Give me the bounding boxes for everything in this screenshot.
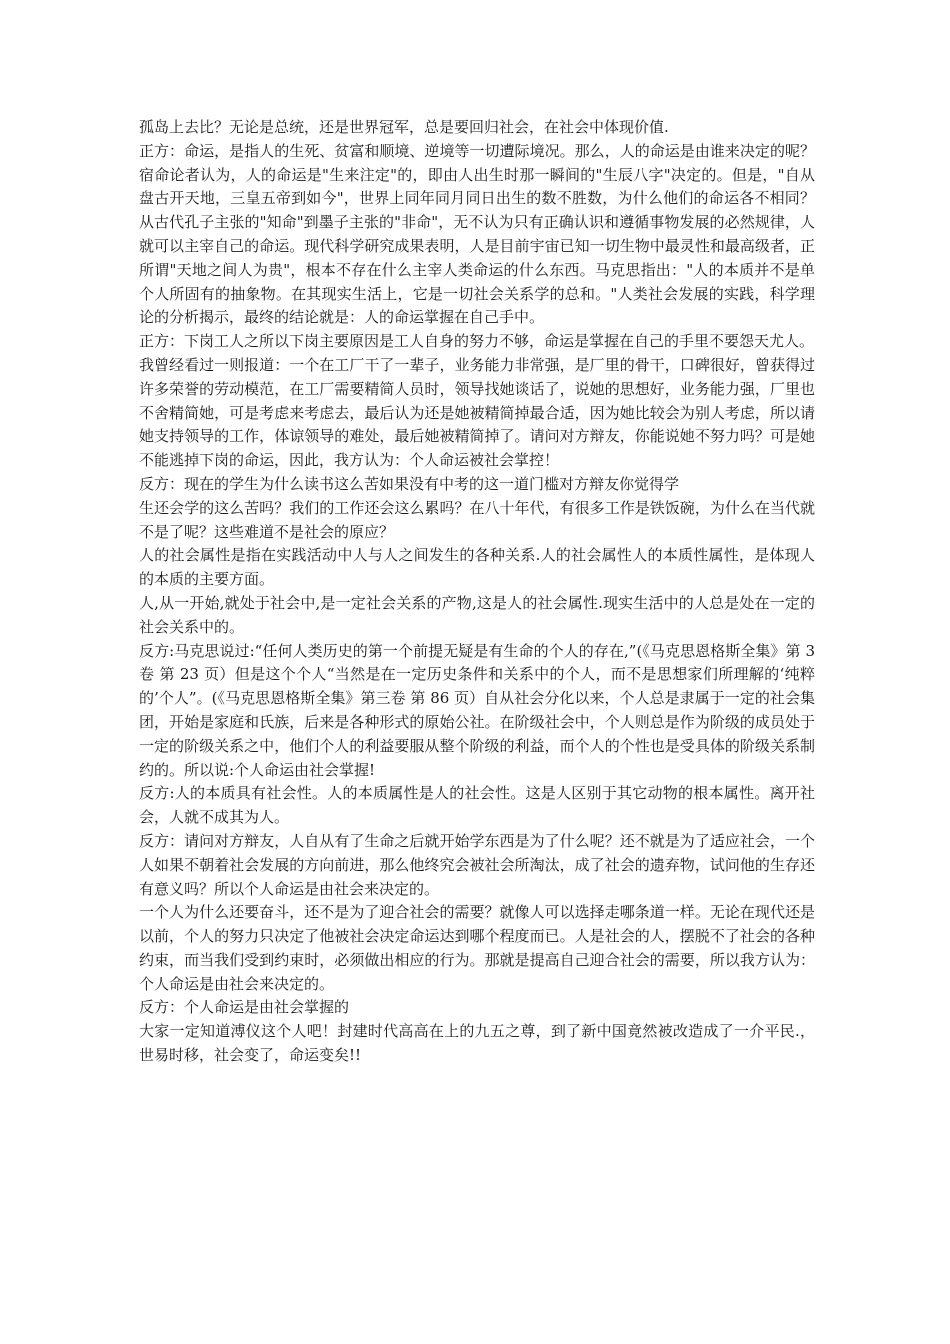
paragraph: 大家一定知道溥仪这个人吧！封建时代高高在上的九五之尊，到了新中国竟然被改造成了一介平民.，世易时移，社会变了，命运变矣!! bbox=[139, 1022, 815, 1065]
paragraph: 反方:马克思说过:“任何人类历史的第一个前提无疑是有生命的个人的存在,”(《马克思恩格斯全集》第 3 卷 第 23 页）但是这个个人“当然是在一定历史条件和关系中的个人，而不是思想家们所理解的‘纯粹的’个人”。(《马克思恩格斯全集》第三卷 第 86 页）自从社会分化以来，个人总是隶属于一定的社会集团，开始是家庭和氏族，后来是各种形式的原始公社。在阶级社会中，个人则总是作为阶级的成员处于一定的阶级关系之中，他们个人的利益要服从整个阶级的利益，而个人的个性也是受具体的阶级关系制约的。所以说:个人命运由社会掌握! bbox=[139, 641, 815, 779]
paragraph: 反方：个人命运是由社会掌握的 bbox=[139, 998, 350, 1017]
paragraph: 反方:人的本质具有社会性。人的本质属性是人的社会性。这是人区别于其它动物的根本属性。离开社会，人就不成其为人。 bbox=[139, 784, 815, 827]
paragraph: 人的社会属性是指在实践活动中人与人之间发生的各种关系.人的社会属性人的本质性属性，是体现人的本质的主要方面。 bbox=[139, 546, 815, 589]
paragraph: 反方：请问对方辩友，人自从有了生命之后就开始学东西是为了什么呢？还不就是为了适应社会，一个人如果不朝着社会发展的方向前进，那么他终究会被社会所淘汰，成了社会的遗弃物，试问他的生存还有意义吗？所以个人命运是由社会来决定的。 bbox=[139, 831, 815, 898]
paragraph: 我曾经看过一则报道：一个在工厂干了一辈子，业务能力非常强，是厂里的骨干，口碑很好，曾获得过许多荣誉的劳动模范，在工厂需要精简人员时，领导找她谈话了，说她的思想好，业务能力强，厂里也不舍精简她，可是考虑来考虑去，最后认为还是她被精简掉最合适，因为她比较会为别人考虑，所以请她支持领导的工作，体谅领导的难处，最后她被精简掉了。请问对方辩友，你能说她不努力吗？可是她不能逃掉下岗的命运，因此，我方认为：个人命运被社会掌控！ bbox=[139, 355, 815, 470]
paragraph: 正方：命运，是指人的生死、贫富和顺境、逆境等一切遭际境况。那么，人的命运是由谁来决定的呢？宿命论者认为，人的命运是"生来注定"的，即由人出生时那一瞬间的"生辰八字"决定的。但是，"自从盘古开天地，三皇五帝到如今"，世界上同年同月同日出生的数不胜数，为什么他们的命运各不相同？从古代孔子主张的"知命"到墨子主张的"非命"，无不认为只有正确认识和遵循事物发展的必然规律，人就可以主宰自己的命运。现代科学研究成果表明，人是目前宇宙已知一切生物中最灵性和最高级者，正所谓"天地之间人为贵"，根本不存在什么主宰人类命运的什么东西。马克思指出："人的本质并不是单个人所固有的抽象物。在其现实生活上，它是一切社会关系学的总和。"人类社会发展的实践，科学理论的分析揭示，最终的结论就是：人的命运掌握在自己手中。 bbox=[139, 141, 815, 327]
paragraph: 一个人为什么还要奋斗，还不是为了迎合社会的需要？就像人可以选择走哪条道一样。无论在现代还是以前，个人的努力只决定了他被社会决定命运达到哪个程度而已。人是社会的人，摆脱不了社会的各种约束，而当我们受到约束时，必须做出相应的行为。那就是提高自己迎合社会的需要，所以我方认为：个人命运是由社会来决定的。 bbox=[139, 903, 815, 993]
paragraph: 反方：现在的学生为什么读书这么苦如果没有中考的这一道门槛对方辩友你觉得学 bbox=[139, 474, 680, 493]
paragraph: 人,从一开始,就处于社会中,是一定社会关系的产物,这是人的社会属性.现实生活中的人总是处在一定的社会关系中的。 bbox=[139, 593, 815, 636]
paragraph: 生还会学的这么苦吗？我们的工作还会这么累吗？在八十年代，有很多工作是铁饭碗，为什么在当代就不是了呢？这些难道不是社会的原应？ bbox=[139, 498, 815, 541]
document-body bbox=[139, 116, 815, 1068]
paragraph: 正方：下岗工人之所以下岗主要原因是工人自身的努力不够，命运是掌握在自己的手里不要怨天尤人。 bbox=[139, 332, 815, 351]
paragraph: 孤岛上去比？无论是总统，还是世界冠军，总是要回归社会，在社会中体现价值. bbox=[139, 118, 669, 136]
